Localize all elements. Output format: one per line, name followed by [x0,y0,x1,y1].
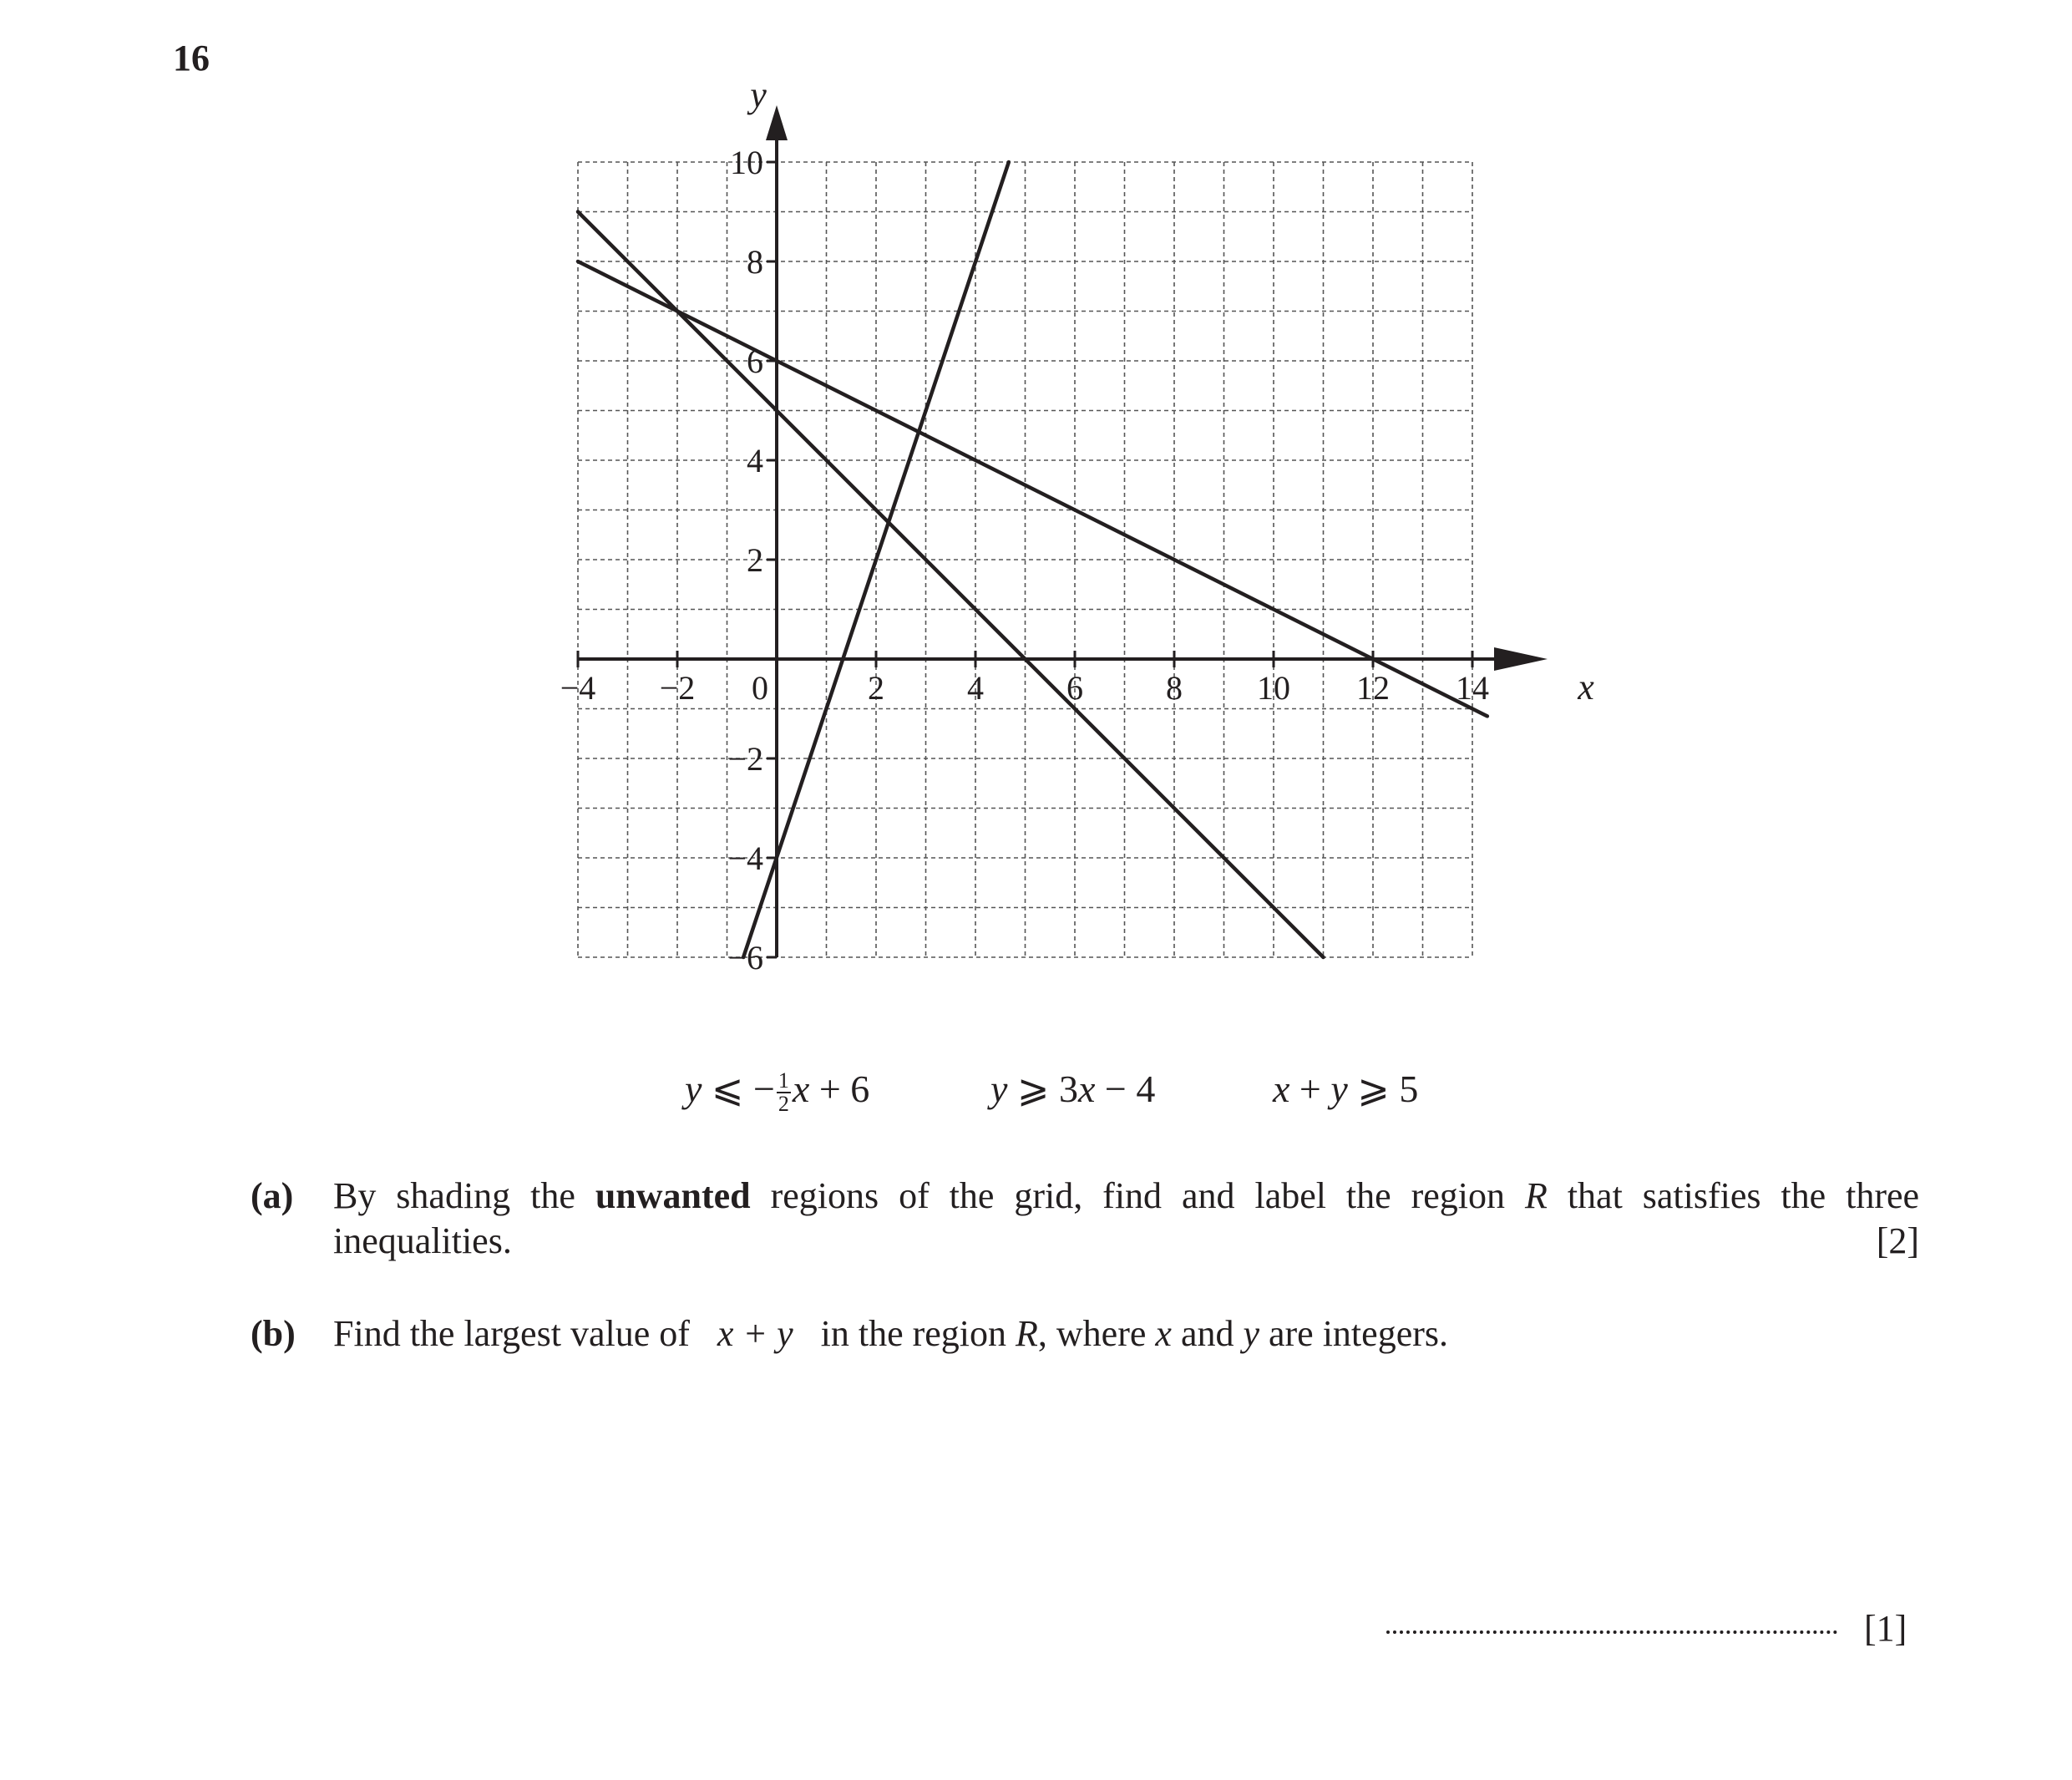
part-a-marks: [2] [1876,1220,1919,1261]
question-number: 16 [173,38,210,79]
x-tick-label: 4 [967,669,984,707]
y-tick-label: 2 [747,541,763,579]
inequality-3: x + y ⩾ 5 [1273,1067,1419,1110]
y-tick-label: −4 [727,839,763,877]
part-a-line-2: inequalities. [333,1220,512,1261]
axes [578,105,1548,957]
x-tick-label: 2 [868,669,884,707]
grid-lines [578,162,1472,957]
y-tick-label: 8 [747,243,763,281]
y-axis-title: y [750,74,767,115]
part-a-label: (a) [251,1175,294,1216]
x-tick-label: 10 [1257,669,1290,707]
x-tick-label: −2 [659,669,696,707]
x-tick-label: −4 [560,669,596,707]
x-tick-label: 12 [1356,669,1390,707]
x-tick-label: 14 [1456,669,1489,707]
part-b [251,1311,1919,1362]
fraction-half: $\frac{1}{2}$ [778,1068,789,1117]
part-a [251,1174,1919,1274]
part-b-marks: [1] [1864,1608,1907,1649]
x-tick-label: 8 [1166,669,1183,707]
answer-line[interactable] [1386,1630,1837,1634]
y-axis-arrow-icon [766,105,788,140]
y-tick-label: 10 [730,144,763,181]
graph-line-1 [578,261,1487,716]
x-axis-title: x [1578,667,1594,707]
y-tick-label: 6 [747,342,763,380]
part-b-text: Find the largest value of x + y in the region R, where x and y are integers. [333,1313,1448,1354]
x-tick-label: 6 [1066,669,1083,707]
x-axis-arrow-icon [1494,647,1548,671]
part-b-label: (b) [251,1313,296,1354]
x-tick-label: 0 [752,669,768,707]
graph-line-3 [578,212,1324,958]
inequality-2: y ⩾ 3x − 4 [990,1067,1156,1110]
y-tick-label: 4 [747,442,763,479]
y-tick-label: −2 [727,740,763,778]
part-a-line-1: By shading the unwanted regions of the grid, find and label the region R that satisfies the three [333,1175,1920,1216]
y-tick-label: −6 [727,939,763,976]
inequality-1: y ⩽ − $\frac{1}{2}$ x + 6 [685,1067,870,1117]
axis-labels [560,74,1595,976]
